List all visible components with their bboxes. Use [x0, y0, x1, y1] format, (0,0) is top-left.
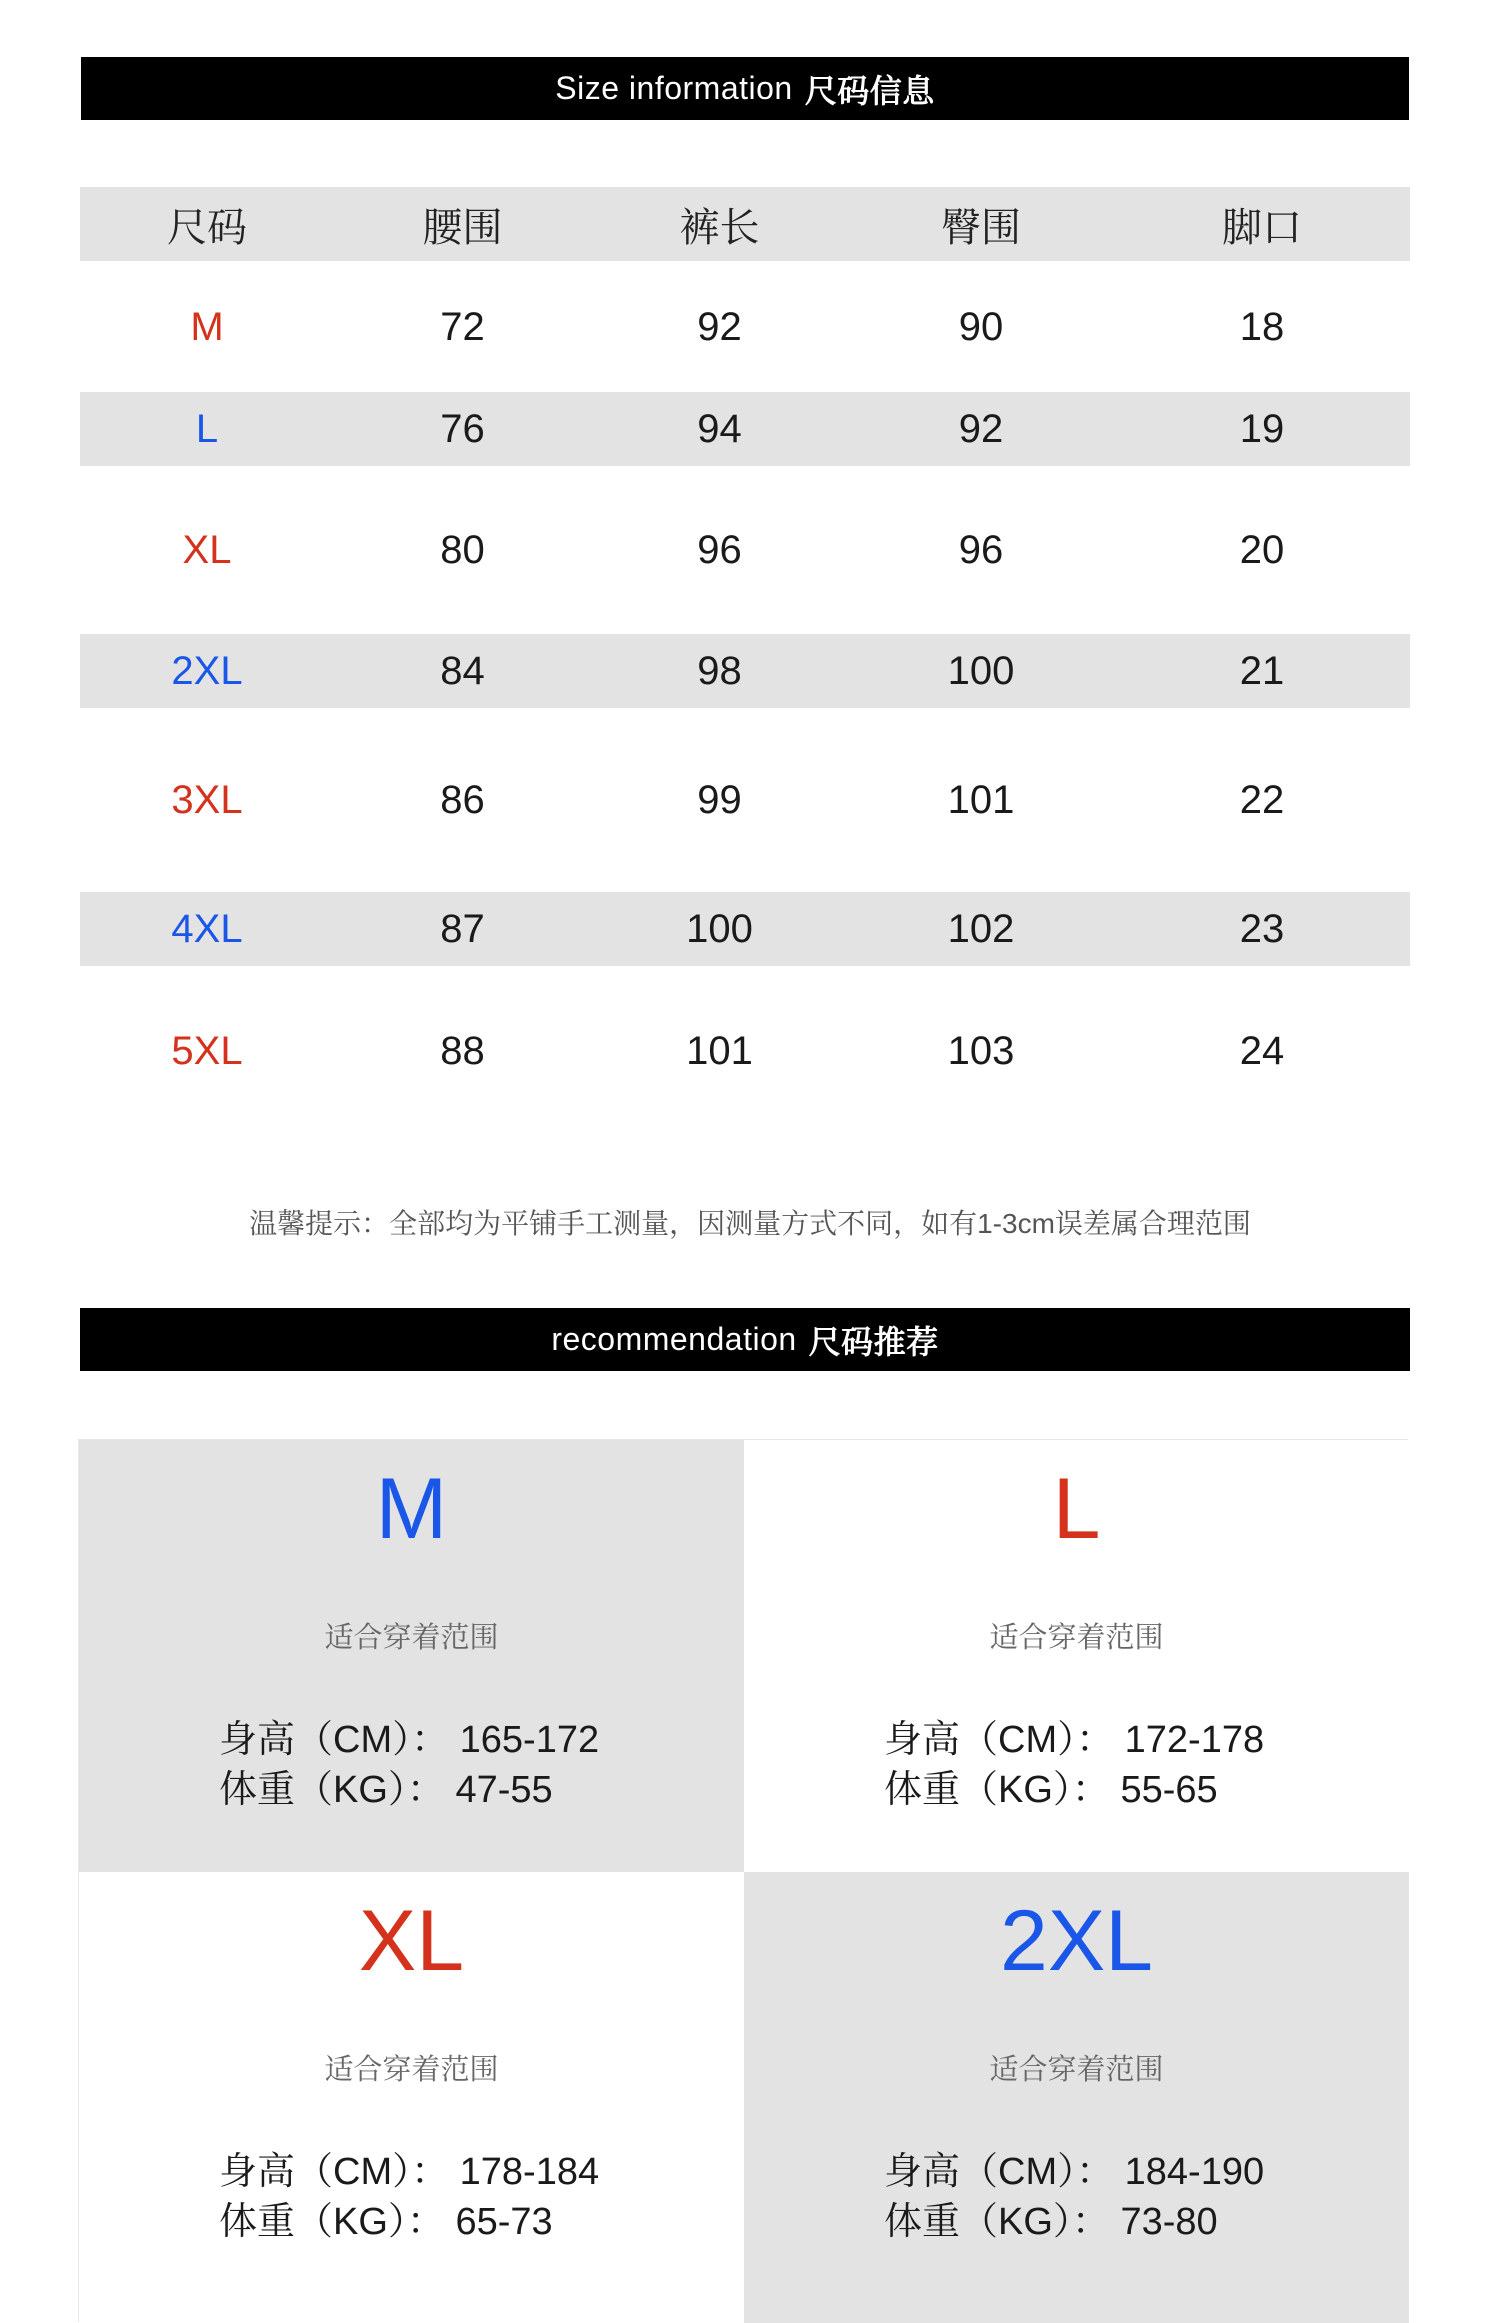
size-cell: 4XL	[171, 906, 243, 951]
card-size-label: XL	[358, 1893, 465, 1989]
waist-cell: 86	[440, 777, 485, 822]
hem-cell: 18	[1239, 305, 1285, 349]
size-cell: 3XL	[171, 777, 243, 822]
hip-cell: 100	[947, 648, 1015, 693]
header-waist: 腰围	[422, 205, 503, 250]
recommendation-card-l	[744, 1440, 1409, 1872]
recommendation-banner	[80, 1308, 1410, 1371]
size-table	[80, 187, 1410, 1136]
card-weight-range: 体重（KG）： 47-55	[219, 1769, 553, 1811]
size-cell: M	[190, 305, 224, 349]
length-cell: 99	[697, 777, 742, 822]
waist-cell: 87	[440, 906, 485, 951]
size-cell: 5XL	[171, 1028, 243, 1073]
length-cell: 94	[697, 406, 742, 451]
hem-cell: 22	[1239, 777, 1285, 822]
measurement-note: 温馨提示：全部均为平铺手工测量，因测量方式不同，如有1-3cm误差属合理范围	[249, 1208, 1251, 1239]
card-height-range: 身高（CM）： 165-172	[219, 1719, 600, 1761]
hem-cell: 20	[1239, 527, 1285, 572]
waist-cell: 88	[440, 1028, 485, 1073]
card-range-label: 适合穿着范围	[989, 2054, 1164, 2086]
hip-cell: 102	[947, 906, 1015, 951]
header-hem: 脚口	[1222, 205, 1302, 250]
length-cell: 98	[697, 648, 742, 693]
waist-cell: 80	[440, 527, 485, 572]
recommendation-grid	[78, 1439, 1408, 2322]
recommendation-title-zh: 尺码推荐	[808, 1323, 939, 1360]
hem-cell: 21	[1239, 648, 1285, 693]
size-cell: 2XL	[171, 648, 243, 693]
card-weight-range: 体重（KG）： 73-80	[884, 2201, 1218, 2243]
card-range-label: 适合穿着范围	[989, 1622, 1164, 1654]
card-height-range: 身高（CM）： 184-190	[884, 2151, 1265, 2193]
header-size: 尺码	[167, 205, 247, 250]
card-weight-range: 体重（KG）： 65-73	[219, 2201, 553, 2243]
header-length: 裤长	[679, 205, 760, 250]
hem-cell: 24	[1239, 1028, 1285, 1073]
size-information-title-en: Size information	[555, 70, 793, 106]
card-range-label: 适合穿着范围	[324, 2054, 499, 2086]
recommendation-card-m	[79, 1440, 744, 1872]
card-size-label: M	[375, 1461, 448, 1557]
table-row	[80, 892, 1410, 966]
header-hip: 臀围	[941, 205, 1021, 250]
recommendation-card-2xl	[744, 1872, 1409, 2323]
hem-cell: 19	[1239, 406, 1285, 451]
size-information-title-zh: 尺码信息	[804, 72, 935, 109]
card-height-range: 身高（CM）： 172-178	[884, 1719, 1265, 1761]
size-cell: L	[195, 406, 219, 451]
hip-cell: 96	[958, 527, 1004, 572]
card-size-label: L	[1052, 1461, 1101, 1557]
size-information-banner	[81, 57, 1409, 120]
length-cell: 101	[686, 1028, 753, 1073]
hip-cell: 92	[958, 406, 1004, 451]
length-cell: 96	[697, 527, 742, 572]
card-height-range: 身高（CM）： 178-184	[219, 2151, 600, 2193]
waist-cell: 84	[440, 648, 485, 693]
hem-cell: 23	[1239, 906, 1285, 951]
waist-cell: 72	[440, 305, 485, 349]
length-cell: 100	[686, 906, 753, 951]
table-row	[80, 466, 1410, 634]
hip-cell: 90	[958, 305, 1004, 349]
recommendation-title-en: recommendation	[551, 1321, 797, 1357]
size-cell: XL	[182, 527, 232, 572]
table-row	[80, 263, 1410, 392]
table-row	[80, 708, 1410, 892]
hip-cell: 101	[947, 777, 1015, 822]
recommendation-card-xl	[79, 1872, 744, 2323]
waist-cell: 76	[440, 406, 485, 451]
hip-cell: 103	[947, 1028, 1015, 1073]
table-row	[80, 966, 1410, 1136]
size-table-header	[80, 187, 1410, 261]
table-row	[80, 634, 1410, 708]
length-cell: 92	[697, 305, 742, 349]
card-weight-range: 体重（KG）： 55-65	[884, 1769, 1218, 1811]
table-row	[80, 392, 1410, 466]
card-size-label: 2XL	[999, 1893, 1154, 1989]
card-range-label: 适合穿着范围	[324, 1622, 499, 1654]
